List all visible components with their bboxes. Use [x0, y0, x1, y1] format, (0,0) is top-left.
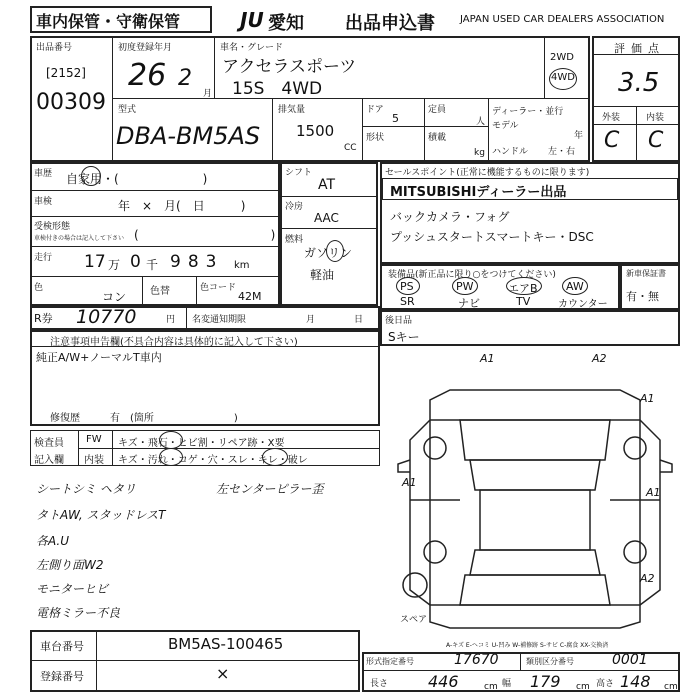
- acceptance-sub: 車検付きの場合は記入して下さい: [34, 235, 125, 242]
- inspection-value: 年 × 月( 日 ): [118, 199, 246, 213]
- color-code-label: 色コード: [200, 283, 237, 293]
- equip-sr: SR: [400, 295, 415, 308]
- height-label: 高さ: [596, 679, 615, 689]
- color-code-value: 42M: [238, 290, 262, 303]
- grade: 15S 4WD: [232, 79, 323, 99]
- rear-value: Sキー: [388, 330, 420, 344]
- mileage-unit: km: [234, 260, 250, 271]
- interior-label: 内装: [646, 113, 665, 123]
- displacement-value: 1500: [296, 122, 335, 140]
- load-label: 積載: [428, 133, 447, 143]
- recycle-unit: 円: [166, 315, 176, 325]
- association-name: JAPAN USED CAR DEALERS ASSOCIATION: [460, 14, 665, 25]
- storage-label: 車内保管・守衛保管: [36, 12, 181, 31]
- height-unit: cm: [664, 682, 678, 692]
- acceptance-label: 受検形態: [34, 222, 71, 232]
- mark-left-mid: A1: [402, 476, 417, 489]
- chassis-value: BM5AS-100465: [168, 635, 284, 653]
- equip-ps: PS: [400, 280, 414, 293]
- length-value: 446: [428, 672, 459, 691]
- color-value: コン: [102, 290, 127, 304]
- cert-value: 17670: [454, 652, 499, 668]
- length-label: 長さ: [370, 679, 389, 689]
- mark-front-left: A1: [480, 352, 495, 365]
- score-value: 3.5: [618, 68, 660, 98]
- equip-tv: TV: [516, 295, 531, 308]
- handwritten-note-3: 各A.U: [36, 534, 70, 548]
- fuel-circle: [326, 240, 344, 262]
- score-label: 評価点: [614, 42, 665, 55]
- equip-navi: ナビ: [458, 297, 480, 310]
- mark-right-front: A1: [640, 392, 655, 405]
- equip-counter: カウンター: [558, 299, 608, 310]
- reg-label: 登録番号: [40, 670, 84, 683]
- inspector-label1: 検査員: [34, 438, 64, 449]
- handle-label: ハンドル: [492, 147, 529, 157]
- equip-ac-circle: [506, 277, 542, 295]
- inspector-circle-2: [159, 448, 183, 466]
- inspector-row1-tag: FW: [86, 434, 102, 445]
- acceptance-value: ( ): [134, 228, 276, 242]
- deadline-label: 名変通知期限: [192, 315, 247, 325]
- mark-front-right: A2: [592, 352, 607, 365]
- month-unit: 月: [203, 89, 213, 99]
- car-name-label: 車名・グレード: [220, 43, 284, 53]
- mileage-rest: 983: [170, 252, 224, 272]
- displacement-unit: CC: [344, 143, 357, 153]
- inspector-row2: キズ・汚れ・コゲ・穴・スレ・キレ・破レ: [118, 455, 308, 466]
- mileage-sen: 0: [130, 252, 141, 272]
- deadline-day: 日: [354, 315, 364, 325]
- cert-label: 形式指定番号: [366, 657, 414, 666]
- extra-note: 左センターピラー歪: [216, 482, 324, 496]
- deadline-month: 月: [306, 315, 316, 325]
- selling-line3: プッシュスタートスマートキー・DSC: [390, 230, 594, 244]
- length-unit: cm: [484, 682, 498, 692]
- shift-label: シフト: [285, 168, 313, 178]
- equip-pw: PW: [456, 280, 474, 293]
- equipment-label: 装備品(新正品に限り○をつけてください): [388, 270, 556, 280]
- equip-ac: エアB: [508, 282, 538, 295]
- width-label: 幅: [502, 679, 512, 689]
- door-label: ドア: [366, 105, 384, 115]
- mileage-man-unit: 万: [108, 258, 121, 272]
- association-logo: [240, 8, 304, 34]
- handwritten-note-1: シートシミ ヘタリ: [36, 482, 136, 496]
- selling-label: セールスポイント(正常に機能するものに限ります): [385, 168, 590, 178]
- notes-line1: 純正A/W+ノーマルT車内: [36, 351, 162, 364]
- damage-legend: A-キズ E-ヘコミ U-凹み W-補修跡 S-サビ C-腐食 XX-交換済: [446, 642, 609, 649]
- dealer-label: ディーラー・並行: [492, 107, 564, 117]
- handle-options: 左・右: [548, 147, 576, 157]
- width-value: 179: [530, 672, 561, 691]
- warranty-value: 有・無: [626, 290, 659, 303]
- equip-aw: AW: [566, 280, 584, 293]
- door-value: 5: [392, 112, 399, 125]
- model-value: DBA-BM5AS: [116, 122, 261, 150]
- displacement-label: 排気量: [278, 105, 306, 115]
- history-label: 車歴: [34, 169, 53, 179]
- first-reg-label: 初度登録年月: [118, 43, 173, 53]
- equip-pw-circle: [452, 277, 478, 295]
- height-value: 148: [620, 672, 651, 691]
- class-label: 類別区分番号: [526, 657, 574, 666]
- repair-label: 修復歴: [50, 413, 80, 424]
- car-name: アクセラスポーツ: [222, 57, 357, 77]
- equip-ps-circle: [396, 277, 420, 295]
- history-circle: [81, 166, 101, 186]
- class-value: 0001: [612, 652, 648, 668]
- fuel-gas: ガソリン: [304, 246, 353, 260]
- inspector-row2-tag: 内装: [84, 455, 104, 466]
- spare-label: スペア: [400, 615, 428, 625]
- inspection-label: 車検: [34, 197, 53, 207]
- year-unit: 年: [574, 131, 584, 141]
- handwritten-note-6: 電格ミラー不良: [36, 606, 121, 620]
- drive-4wd: 4WD: [551, 72, 575, 83]
- drive-2wd: 2WD: [550, 52, 574, 63]
- mark-rear-right: A2: [640, 572, 655, 585]
- rear-frame: [380, 310, 680, 346]
- selling-line2: バックカメラ・フォグ: [390, 210, 510, 224]
- model-label: 型式: [118, 105, 137, 115]
- mileage-label: 走行: [34, 253, 53, 263]
- mileage-man: 17: [84, 252, 106, 272]
- fuel-label: 燃料: [285, 235, 304, 245]
- form-title: 出品申込書: [345, 13, 435, 34]
- inspector-label2: 記入欄: [34, 455, 64, 466]
- capacity-label: 定員: [428, 105, 447, 115]
- selling-line1: MITSUBISHIディーラー出品: [390, 185, 567, 200]
- lot-sub: [2152]: [46, 66, 86, 80]
- lot-label: 出品番号: [36, 43, 73, 53]
- recycle-value: 10770: [76, 306, 137, 328]
- handwritten-note-2: タトAW, スタッドレスT: [36, 508, 166, 522]
- reg-value: ×: [216, 664, 230, 683]
- ac-value: AAC: [314, 211, 339, 225]
- warranty-label: 新車保証書: [626, 269, 666, 278]
- handwritten-note-5: モニターヒビ: [36, 582, 109, 596]
- equip-aw-circle: [562, 277, 588, 295]
- exterior-value: C: [604, 128, 620, 153]
- recycle-label: R券: [34, 312, 53, 325]
- load-unit: kg: [474, 148, 485, 158]
- chassis-label: 車台番号: [40, 640, 84, 653]
- interior-value: C: [648, 128, 664, 153]
- first-reg-year: 26: [128, 58, 167, 93]
- history-value: 自家用・( ): [66, 172, 208, 186]
- inspector-circle-1: [159, 431, 183, 449]
- mark-right-mid: A1: [646, 486, 661, 499]
- shape-label: 形状: [366, 133, 385, 143]
- lot-number: 00309: [36, 90, 106, 115]
- logo-city: 愛知: [268, 13, 304, 34]
- width-unit: cm: [576, 682, 590, 692]
- exterior-label: 外装: [602, 113, 621, 123]
- notes-label: 注意事項申告欄(不具合内容は具体的に記入して下さい): [50, 337, 298, 348]
- first-reg-month: 2: [178, 66, 192, 91]
- capacity-unit: 人: [476, 117, 486, 127]
- model-year-label: モデル: [492, 121, 519, 131]
- rear-label: 後日品: [385, 316, 413, 326]
- fuel-diesel: 軽油: [310, 268, 335, 282]
- repaint-label: 色替: [150, 286, 170, 297]
- shift-value: AT: [318, 177, 336, 193]
- inspector-circle-3: [262, 448, 288, 466]
- mileage-sen-unit: 千: [146, 258, 159, 272]
- logo-mark: JU: [240, 8, 264, 32]
- inspector-row1: キズ・飛石・ヒビ割・リペア跡・X要: [118, 438, 285, 449]
- car-damage-diagram: [390, 360, 680, 630]
- color-label: 色: [34, 283, 44, 293]
- repair-value: 有 (箇所 ): [110, 413, 238, 424]
- ac-label: 冷房: [285, 202, 304, 212]
- handwritten-note-4: 左側り面W2: [36, 558, 104, 572]
